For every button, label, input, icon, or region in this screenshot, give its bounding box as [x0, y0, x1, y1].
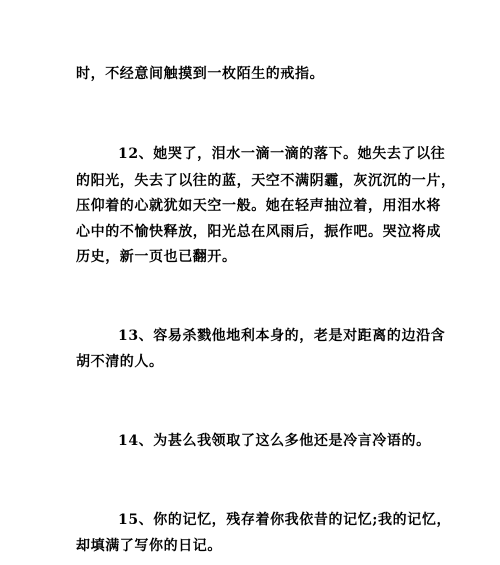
paragraph-line: 历史，新一页也已翻开。 — [76, 249, 237, 265]
paragraph-line: 压仰着的心就犹如天空一般。她在轻声抽泣着，用泪水将 — [76, 198, 441, 214]
paragraph-line: 13、容易杀戮他地利本身的，老是对距离的边沿含 — [118, 328, 446, 344]
paragraph-line: 14、为甚么我领取了这么多他还是冷言冷语的。 — [118, 433, 431, 449]
paragraph-line: 胡不清的人。 — [76, 354, 164, 370]
paragraph-line: 心中的不愉快释放，阳光总在风雨后，振作吧。哭泣将成 — [76, 224, 441, 240]
paragraph-line: 时，不经意间触摸到一枚陌生的戒指。 — [76, 66, 325, 82]
paragraph-line: 却填满了写你的日记。 — [76, 538, 222, 554]
paragraph-line: 15、你的记忆，残存着你我依昔的记忆;我的记忆， — [118, 512, 452, 528]
paragraph-line: 的阳光，失去了以往的蓝，天空不满阴霾，灰沉沉的一片， — [76, 173, 456, 189]
paragraph-line: 12、她哭了，泪水一滴一滴的落下。她失去了以往 — [118, 146, 446, 162]
